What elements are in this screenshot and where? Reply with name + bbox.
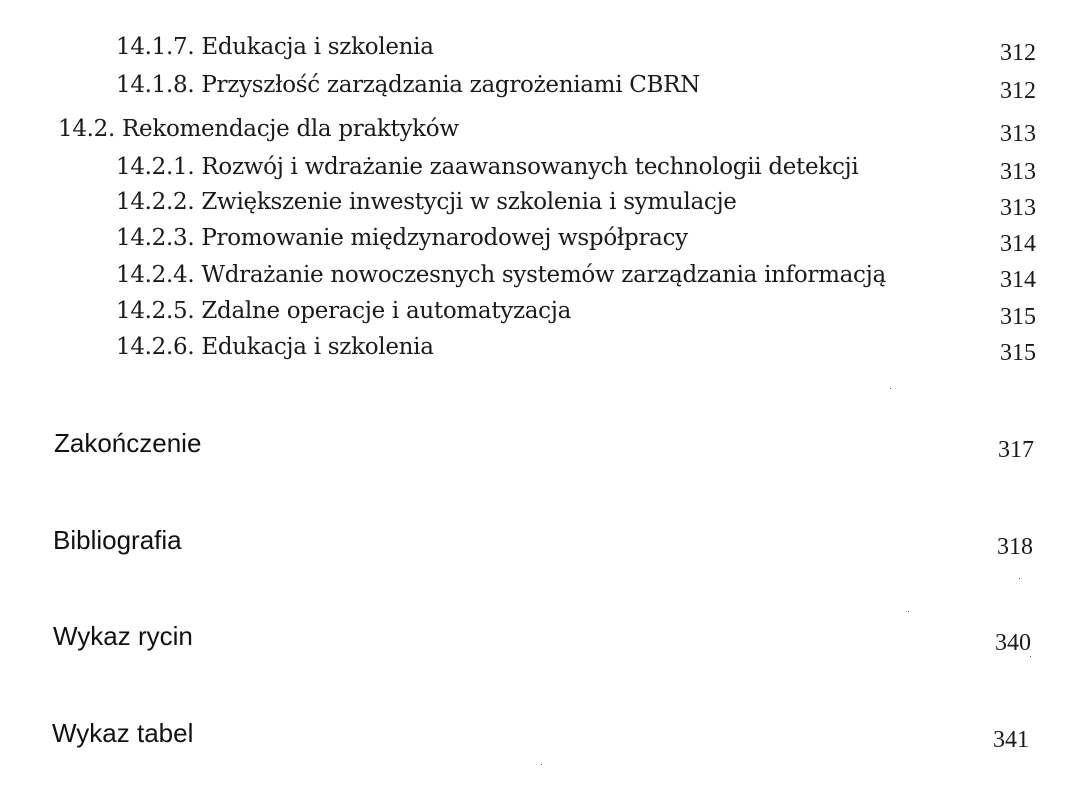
toc-entry-label: 14.2.6. Edukacja i szkolenia bbox=[116, 334, 434, 360]
toc-entry-page: 313 bbox=[1000, 195, 1036, 221]
toc-chapter-page: 317 bbox=[998, 437, 1034, 463]
scan-speck bbox=[908, 611, 909, 612]
toc-entry-label: 14.2.5. Zdalne operacje i automatyzacja bbox=[116, 298, 572, 324]
toc-chapter-label: Zakończenie bbox=[54, 428, 202, 458]
toc-entry-label: 14.2.4. Wdrażanie nowoczesnych systemów zarządzania informacją bbox=[116, 262, 886, 288]
toc-entry-label: 14.1.8. Przyszłość zarządzania zagrożeniami CBRN bbox=[116, 72, 701, 98]
toc-entry-page: 314 bbox=[1000, 231, 1036, 257]
toc-entry-page: 315 bbox=[1000, 304, 1036, 330]
scan-speck bbox=[541, 764, 542, 765]
scan-speck bbox=[1030, 656, 1031, 657]
toc-chapter-label: Wykaz rycin bbox=[53, 621, 193, 651]
toc-entry-page: 314 bbox=[1000, 267, 1036, 293]
toc-entry-page: 313 bbox=[1000, 159, 1036, 185]
scan-speck bbox=[1019, 578, 1020, 579]
toc-chapter-page: 340 bbox=[995, 630, 1031, 656]
toc-entry-page: 312 bbox=[1000, 78, 1036, 104]
toc-chapter-page: 318 bbox=[997, 534, 1033, 560]
toc-entry-page: 312 bbox=[1000, 40, 1036, 66]
toc-entry-label: 14.1.7. Edukacja i szkolenia bbox=[116, 34, 434, 60]
toc-entry-label: 14.2.1. Rozwój i wdrażanie zaawansowanych technologii detekcji bbox=[116, 154, 859, 180]
toc-entry-label: 14.2.2. Zwiększenie inwestycji w szkolenia i symulacje bbox=[116, 189, 737, 215]
toc-chapter-page: 341 bbox=[993, 727, 1029, 753]
toc-entry-page: 315 bbox=[1000, 340, 1036, 366]
toc-chapter-label: Wykaz tabel bbox=[52, 718, 194, 748]
toc-entry-label: 14.2.3. Promowanie międzynarodowej współpracy bbox=[116, 225, 688, 251]
toc-section-page: 313 bbox=[1000, 121, 1036, 147]
scan-speck bbox=[890, 388, 891, 389]
toc-chapter-label: Bibliografia bbox=[53, 525, 182, 555]
toc-section-label: 14.2. Rekomendacje dla praktyków bbox=[58, 116, 459, 142]
